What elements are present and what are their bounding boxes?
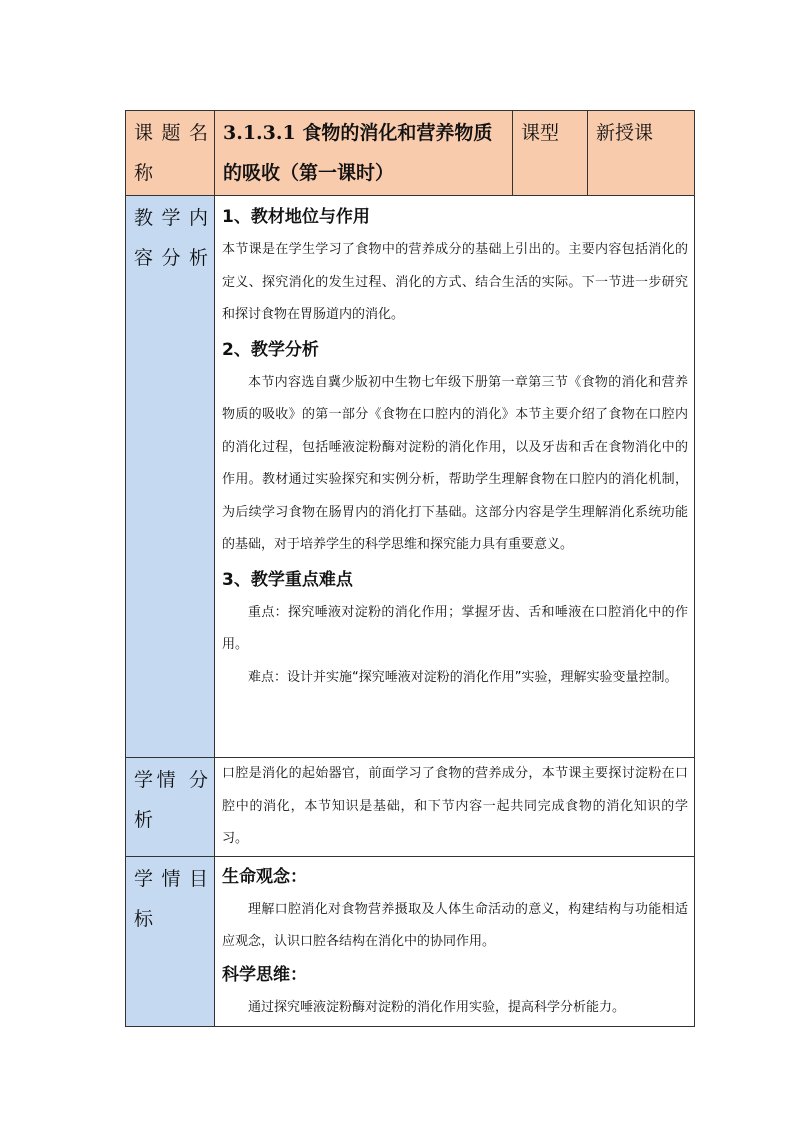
section-2-text: 本节内容选自冀少版初中生物七年级下册第一章第三节《食物的消化和营养物质的吸收》的第一部分《食物在口腔内的消化》本节主要介绍了食物在口腔内的消化过程，包括唾液淀粉酶对淀粉的消化作用，以及牙齿和舌在食物消化中的作用。教材通过实验探究和实例分析，帮助学生理解食物在口腔内的消化机制，为后续学习食物在肠胃内的消化打下基础。这部分内容是学生理解消化系统功能的基础，对于培养学生的科学思维和探究能力具有重要意义。 [222, 374, 688, 552]
lesson-plan-table [125, 110, 695, 1027]
learner-analysis-label-cell [126, 758, 215, 857]
section-3-title: 3、教学重点难点 [222, 569, 353, 590]
objectives-label: 学 情 目 标 [134, 867, 208, 930]
content-analysis-label: 教 学 内 容分析 [134, 207, 208, 269]
type-value: 新授课 [596, 122, 654, 144]
type-label: 课型 [521, 122, 560, 144]
title-label-cell [126, 111, 215, 196]
section-2-title: 2、教学分析 [222, 339, 319, 360]
life-concept-title: 生命观念： [222, 866, 307, 887]
type-label-cell [513, 111, 588, 196]
scientific-thinking-title: 科学思维： [222, 964, 307, 985]
difficult-points-text: 难点：设计并实施“探究唾液对淀粉的消化作用”实验，理解实验变量控制。 [248, 669, 678, 685]
content-analysis-body [215, 196, 695, 758]
title-label: 课 题 名 称 [134, 122, 208, 184]
content-analysis-row [126, 196, 695, 758]
learner-analysis-body [215, 758, 695, 857]
section-1-text: 本节课是在学生学习了食物中的营养成分的基础上引出的。主要内容包括消化的定义、探究消化的发生过程、消化的方式、结合生活的实际。下一节进一步研究和探讨食物在胃肠道内的消化。 [222, 242, 688, 322]
lesson-title: 3.1.3.1 食物的消化和营养物质的吸收（第一课时） [223, 122, 493, 184]
content-analysis-label-cell [126, 196, 215, 758]
title-cell [215, 111, 513, 196]
section-1-title: 1、教材地位与作用 [222, 207, 370, 227]
life-concept-text: 理解口腔消化对食物营养摄取及人体生命活动的意义，构建结构与功能相适应观念，认识口腔各结构在消化中的协同作用。 [222, 901, 688, 949]
objectives-row [126, 856, 695, 1026]
learner-analysis-text: 口腔是消化的起始器官，前面学习了食物的营养成分，本节课主要探讨淀粉在口腔中的消化，本节知识是基础，和下节内容一起共同完成食物的消化知识的学习。 [222, 766, 688, 846]
header-row [126, 111, 695, 196]
scientific-thinking-text: 通过探究唾液淀粉酶对淀粉的消化作用实验，提高科学分析能力。 [248, 999, 626, 1015]
type-value-cell [588, 111, 695, 196]
learner-analysis-label: 学情 分析 [134, 769, 208, 831]
key-points-text: 重点：探究唾液对淀粉的消化作用；掌握牙齿、舌和唾液在口腔消化中的作用。 [222, 604, 688, 652]
objectives-label-cell [126, 856, 215, 1026]
objectives-body [215, 856, 695, 1026]
learner-analysis-row [126, 758, 695, 857]
